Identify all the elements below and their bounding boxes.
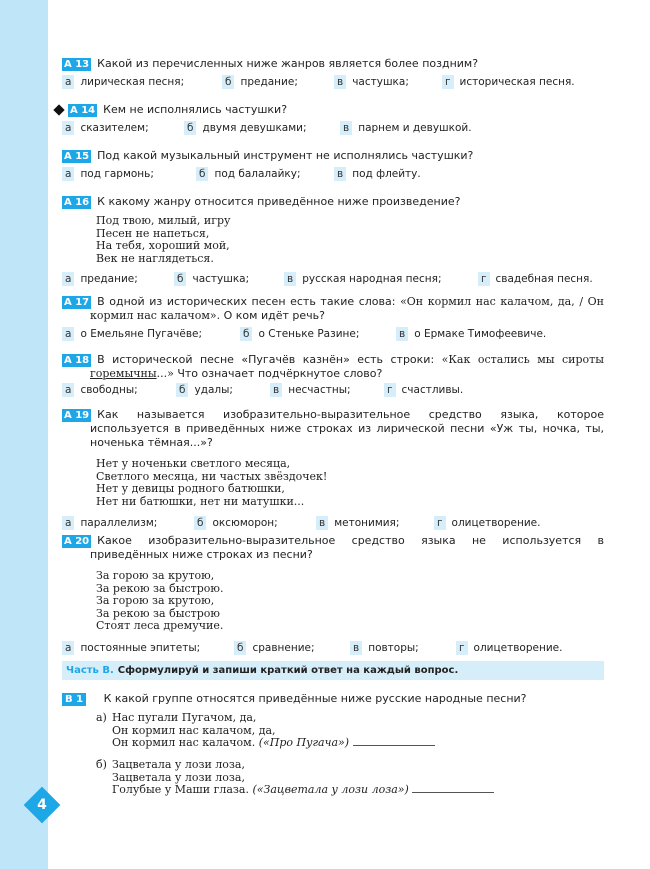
- answer-option-b[interactable]: [194, 516, 278, 530]
- answer-option-v[interactable]: [284, 272, 441, 286]
- poem-excerpt: [62, 458, 604, 508]
- question-a17: [62, 295, 604, 343]
- answer-text: повторы;: [368, 641, 419, 654]
- question-text-tail: Что означает подчёркнутое слово?: [173, 367, 383, 380]
- answer-letter: а: [62, 327, 74, 341]
- poem-line: Светлого месяца, ни частых звёздочек!: [96, 469, 328, 483]
- page-number: 4: [37, 797, 47, 813]
- song-title: («Зацветала у лози лоза»): [252, 783, 409, 796]
- answer-letter: а: [62, 75, 74, 89]
- answer-text: метонимия;: [334, 517, 400, 529]
- question-number: А 13: [64, 59, 90, 70]
- answer-letter: б: [196, 167, 208, 181]
- poem-line: Песен не напеться,: [96, 226, 210, 240]
- answer-text: частушка;: [192, 273, 250, 285]
- answer-text: постоянные эпитеты;: [80, 641, 201, 654]
- answer-option-a[interactable]: [62, 383, 138, 397]
- answer-option-b[interactable]: [174, 272, 249, 286]
- poem-line: За горою за крутою,: [96, 569, 215, 582]
- answer-text: о Ермаке Тимофеевиче.: [414, 328, 547, 340]
- answer-text: парнем и девушкой.: [358, 122, 472, 134]
- answer-letter: в: [396, 327, 408, 341]
- answer-text: под флейту.: [352, 168, 421, 180]
- answer-letter: а: [62, 516, 74, 530]
- answer-text: счастливы.: [401, 384, 464, 396]
- song-line: Зацветала у лози лоза,: [112, 758, 245, 771]
- question-a18: [62, 353, 604, 399]
- underlined-word: горемычны: [90, 367, 157, 380]
- answer-option-a[interactable]: [62, 641, 200, 655]
- answer-options: [62, 327, 604, 343]
- poem-line: На тебя, хороший мой,: [96, 239, 230, 252]
- answer-option-a[interactable]: [62, 272, 138, 286]
- item-label: б): [96, 758, 107, 771]
- poem-line: Век не наглядеться.: [96, 251, 214, 265]
- part-b-label: Часть В.: [66, 665, 114, 676]
- answer-text: несчастны;: [288, 384, 351, 396]
- answer-letter: в: [350, 641, 362, 655]
- question-text: Какой из перечисленных ниже жанров является более поздним?: [97, 57, 479, 70]
- song-title: («Про Пугача»): [258, 736, 350, 749]
- quote-text: «Он кормил нас калачом, да, / Он кормил нас калачом».: [90, 295, 604, 322]
- answer-option-g[interactable]: [384, 383, 463, 397]
- answer-text: частушка;: [352, 76, 409, 88]
- answer-letter: г: [478, 272, 490, 286]
- answer-letter: а: [62, 641, 74, 655]
- answer-option-v[interactable]: [350, 641, 419, 655]
- answer-option-v[interactable]: [316, 516, 399, 530]
- poem-line: Нет ни батюшки, нет ни матушки...: [96, 494, 305, 508]
- answer-text: сказителем;: [80, 122, 149, 134]
- answer-letter: б: [194, 516, 206, 530]
- answer-option-a[interactable]: [62, 121, 149, 135]
- answer-text: свободны;: [80, 384, 138, 396]
- quote-end: ...»: [156, 367, 174, 380]
- question-a16: [62, 195, 604, 288]
- page-margin-strip: [0, 0, 48, 869]
- poem-line: Стоят леса дремучие.: [96, 619, 224, 632]
- answer-option-v[interactable]: [270, 383, 351, 397]
- answer-options: [62, 75, 604, 91]
- answer-letter: в: [270, 383, 282, 397]
- answer-options: [62, 516, 604, 532]
- question-number: А 14: [70, 105, 96, 116]
- question-text: Кем не исполнялись частушки?: [103, 103, 288, 116]
- question-text: В исторической песне «Пугачёв казнён» есть строки:: [97, 353, 442, 366]
- question-number: В 1: [62, 693, 86, 706]
- answer-letter: г: [434, 516, 446, 530]
- answer-option-g[interactable]: [456, 641, 562, 655]
- answer-text: русская народная песня;: [302, 273, 442, 285]
- answer-letter: в: [334, 167, 346, 181]
- song-line: Он кормил нас калачом, да,: [112, 723, 276, 737]
- question-a14: [62, 103, 604, 137]
- answer-letter: а: [62, 383, 74, 397]
- answer-options: [62, 167, 604, 183]
- question-number: А 20: [64, 536, 90, 547]
- question-number: А 19: [64, 410, 90, 421]
- question-a19: [62, 408, 604, 532]
- answer-letter: в: [340, 121, 352, 135]
- answer-letter: б: [234, 641, 246, 655]
- question-text: К какой группе относятся приведённые ниже русские народные песни?: [103, 692, 527, 705]
- answer-options: [62, 272, 604, 288]
- answer-option-v[interactable]: [334, 167, 421, 181]
- answer-letter: г: [456, 641, 468, 655]
- question-number: А 16: [64, 197, 90, 208]
- question-text: В одной из исторических песен есть такие слова:: [97, 295, 401, 308]
- song-line: Голубые у Маши глаза.: [112, 783, 249, 796]
- answer-text: сравнение;: [252, 641, 315, 654]
- answer-option-v[interactable]: [340, 121, 472, 135]
- answer-text: о Емельяне Пугачёве;: [80, 328, 203, 340]
- question-a15: [62, 149, 604, 183]
- answer-option-a[interactable]: [62, 75, 184, 89]
- answer-blank-b[interactable]: [412, 792, 494, 793]
- question-number: А 17: [64, 297, 90, 308]
- answer-option-b[interactable]: [184, 121, 307, 135]
- question-a20: [62, 534, 604, 657]
- answer-text: удалы;: [194, 384, 233, 396]
- poem-line: За горою за крутою,: [96, 594, 215, 607]
- answer-text: предание;: [80, 273, 138, 285]
- answer-option-v[interactable]: [396, 327, 546, 341]
- answer-text: о Стеньке Разине;: [258, 328, 360, 340]
- answer-option-g[interactable]: [442, 75, 575, 89]
- answer-option-b[interactable]: [240, 327, 359, 341]
- answer-text: под гармонь;: [80, 168, 154, 180]
- answer-letter: б: [240, 327, 252, 341]
- answer-letter: в: [284, 272, 296, 286]
- answer-option-a[interactable]: [62, 167, 154, 181]
- answer-options: [62, 383, 604, 399]
- answer-option-b[interactable]: [196, 167, 301, 181]
- answer-text: под балалайку;: [214, 168, 301, 180]
- answer-text: олицетворение.: [451, 517, 541, 529]
- question-number: А 15: [64, 151, 90, 162]
- answer-letter: б: [184, 121, 196, 135]
- answer-option-a[interactable]: [62, 516, 157, 530]
- song-item-a: [96, 712, 435, 750]
- answer-text: лирическая песня;: [80, 76, 185, 88]
- answer-text: историческая песня.: [459, 76, 575, 88]
- answer-letter: г: [384, 383, 396, 397]
- question-text: Под какой музыкальный инструмент не исполнялись частушки?: [97, 149, 474, 162]
- poem-excerpt: [62, 215, 604, 265]
- answer-letter: б: [222, 75, 234, 89]
- question-b1: [62, 692, 604, 706]
- answer-letter: а: [62, 272, 74, 286]
- question-text-tail: О ком идёт речь?: [220, 309, 325, 322]
- poem-excerpt: [62, 570, 604, 633]
- song-line: Зацветала у лози лоза,: [112, 770, 245, 784]
- answer-text: двумя девушками;: [202, 122, 307, 134]
- poem-line: За рекою за быстрою: [96, 606, 220, 620]
- part-b-header: [62, 661, 604, 680]
- answer-letter: в: [334, 75, 346, 89]
- answer-text: предание;: [240, 76, 298, 88]
- answer-options: [62, 121, 604, 137]
- answer-letter: в: [316, 516, 328, 530]
- poem-line: Нет у ноченьки светлого месяца,: [96, 457, 291, 470]
- answer-option-b[interactable]: [234, 641, 315, 655]
- answer-letter: а: [62, 167, 74, 181]
- poem-line: Нет у девицы родного батюшки,: [96, 482, 285, 495]
- answer-letter: а: [62, 121, 74, 135]
- poem-line: Под твою, милый, игру: [96, 214, 231, 227]
- answer-option-g[interactable]: [478, 272, 593, 286]
- song-line: Он кормил нас калачом.: [112, 736, 256, 749]
- part-b-instruction: Сформулируй и запиши краткий ответ на каждый вопрос.: [117, 665, 459, 676]
- answer-text: свадебная песня.: [495, 273, 593, 285]
- answer-option-a[interactable]: [62, 327, 202, 341]
- question-text: К какому жанру относится приведённое ниже произведение?: [97, 195, 461, 208]
- answer-options: [62, 641, 604, 657]
- poem-line: За рекою за быстрою.: [96, 581, 224, 595]
- question-a13: [62, 57, 604, 91]
- answer-letter: б: [176, 383, 188, 397]
- answer-text: параллелизм;: [80, 517, 158, 529]
- answer-option-b[interactable]: [222, 75, 298, 89]
- question-number: А 18: [64, 355, 90, 366]
- question-text: Какое изобразительно-выразительное средство языка не используется в приведённых ниже строках из песни?: [90, 534, 604, 561]
- quote-text: «Как остались мы сироты: [441, 353, 605, 366]
- item-label: а): [96, 711, 107, 724]
- answer-option-g[interactable]: [434, 516, 540, 530]
- answer-letter: б: [174, 272, 186, 286]
- answer-text: оксюморон;: [212, 517, 278, 529]
- answer-option-v[interactable]: [334, 75, 409, 89]
- question-text: Как называется изобразительно-выразительное средство языка, которое используется в приведённых ниже строках из лирической песни «Уж ты, ночка, ты, ноченька тёмная...»?: [90, 408, 604, 449]
- answer-text: олицетворение.: [473, 641, 563, 654]
- answer-blank-a[interactable]: [353, 745, 435, 746]
- song-line: Нас пугали Пугачом, да,: [112, 711, 257, 724]
- song-item-b: [96, 759, 494, 797]
- answer-option-b[interactable]: [176, 383, 233, 397]
- answer-letter: г: [442, 75, 454, 89]
